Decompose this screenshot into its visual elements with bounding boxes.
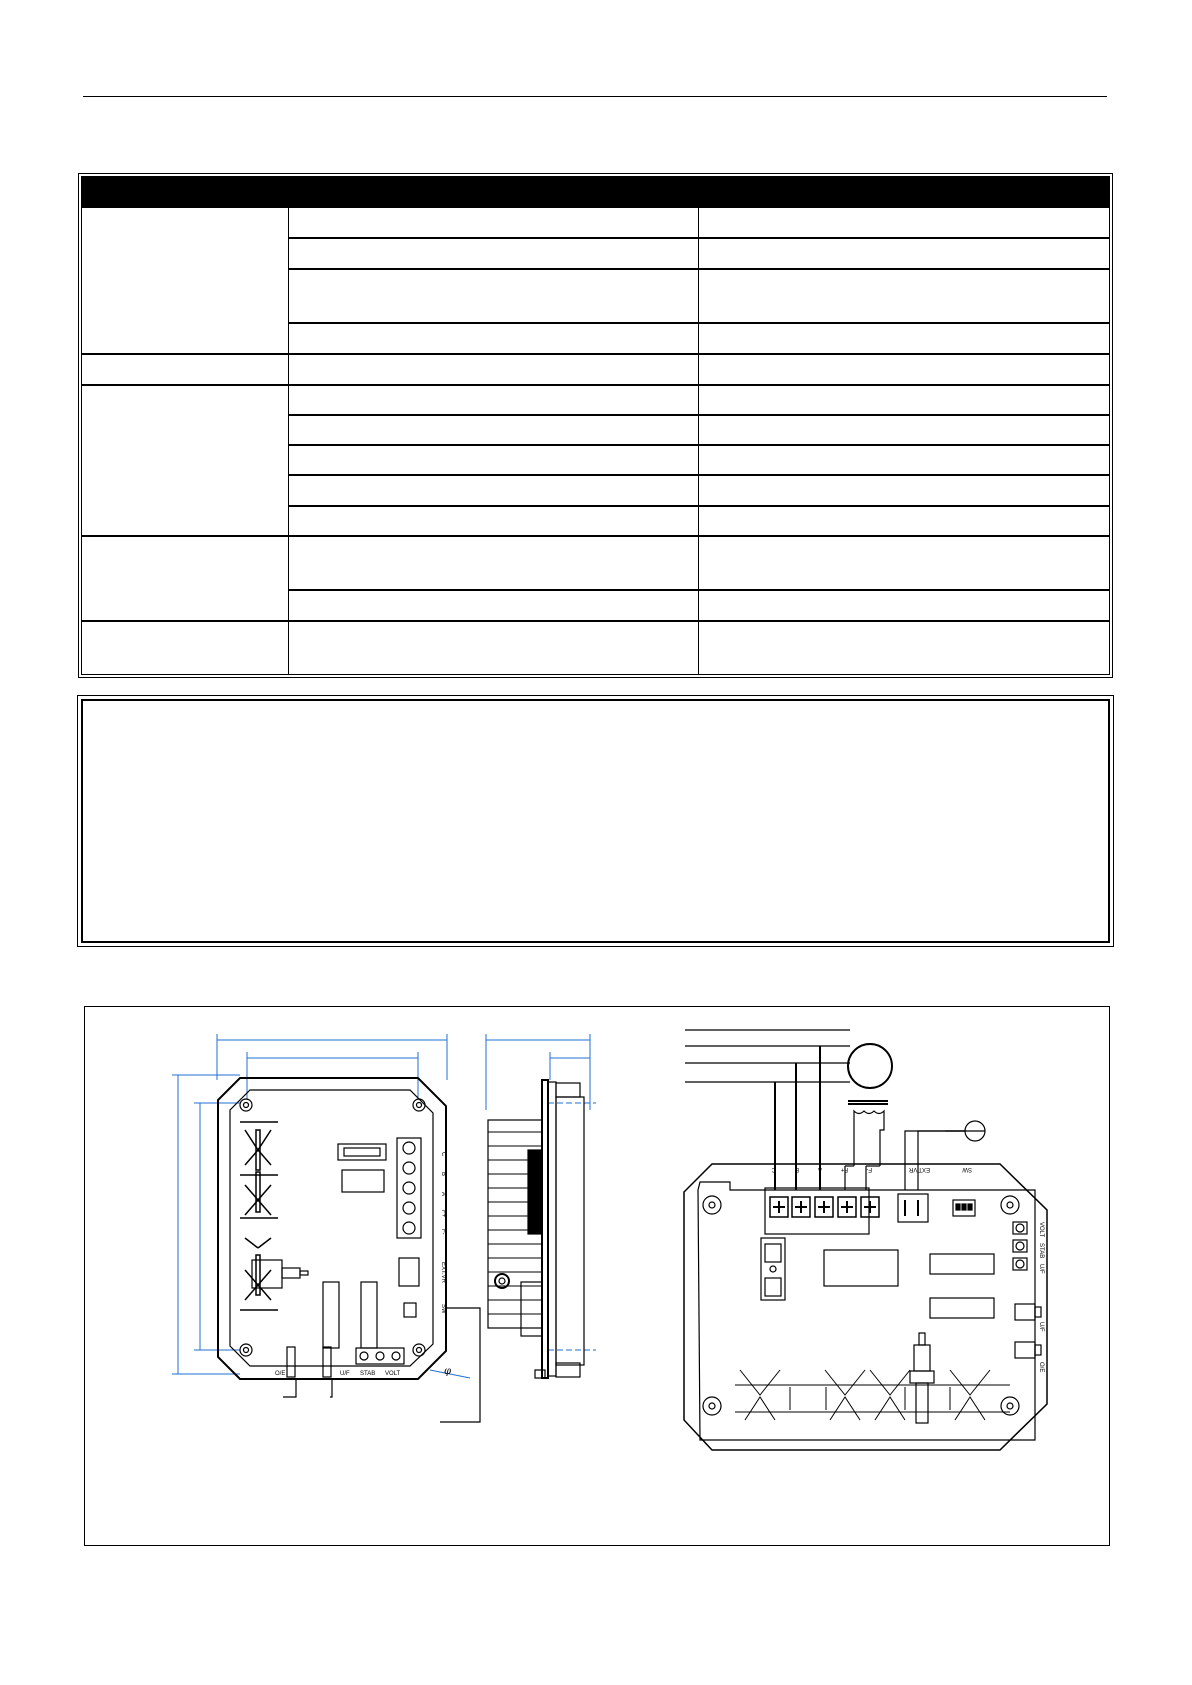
wiring-label-uf1: U/F (1038, 1264, 1044, 1274)
wiring-view-labels (771, 1166, 1044, 1372)
label-stab: STAB (360, 1371, 376, 1377)
label-volt: VOLT (385, 1371, 401, 1377)
hole-diameter-symbol: φ (444, 1366, 452, 1377)
wiring-label-b: B (794, 1166, 799, 1172)
label-oe: O/E (275, 1371, 286, 1377)
side-view (488, 1080, 584, 1378)
wiring-label-fminus: F- (866, 1166, 872, 1172)
wiring-view (684, 1030, 1047, 1450)
wiring-label-stab: STAB (1038, 1243, 1044, 1259)
wiring-label-extvr: EXT.VR (908, 1166, 930, 1172)
label-a: A (440, 1192, 446, 1197)
wiring-label-uf2: U/F (1038, 1322, 1044, 1332)
label-fplus: F+ (440, 1210, 446, 1218)
wiring-label-c: C (771, 1166, 776, 1172)
wiring-label-fplus: F+ (840, 1166, 848, 1172)
wiring-label-oe: O/E (1038, 1362, 1044, 1373)
label-sw: SW (440, 1304, 446, 1314)
wiring-label-sw: SW (962, 1166, 972, 1172)
label-fminus: F- (440, 1229, 446, 1235)
label-c: C (440, 1152, 446, 1157)
front-view-labels (275, 1152, 451, 1377)
wiring-label-volt: VOLT (1038, 1222, 1044, 1238)
label-uf: U/F (340, 1371, 350, 1377)
label-b: B (440, 1172, 446, 1177)
label-extvr: EXT.VR (440, 1262, 446, 1284)
wiring-label-a: A (817, 1166, 822, 1172)
